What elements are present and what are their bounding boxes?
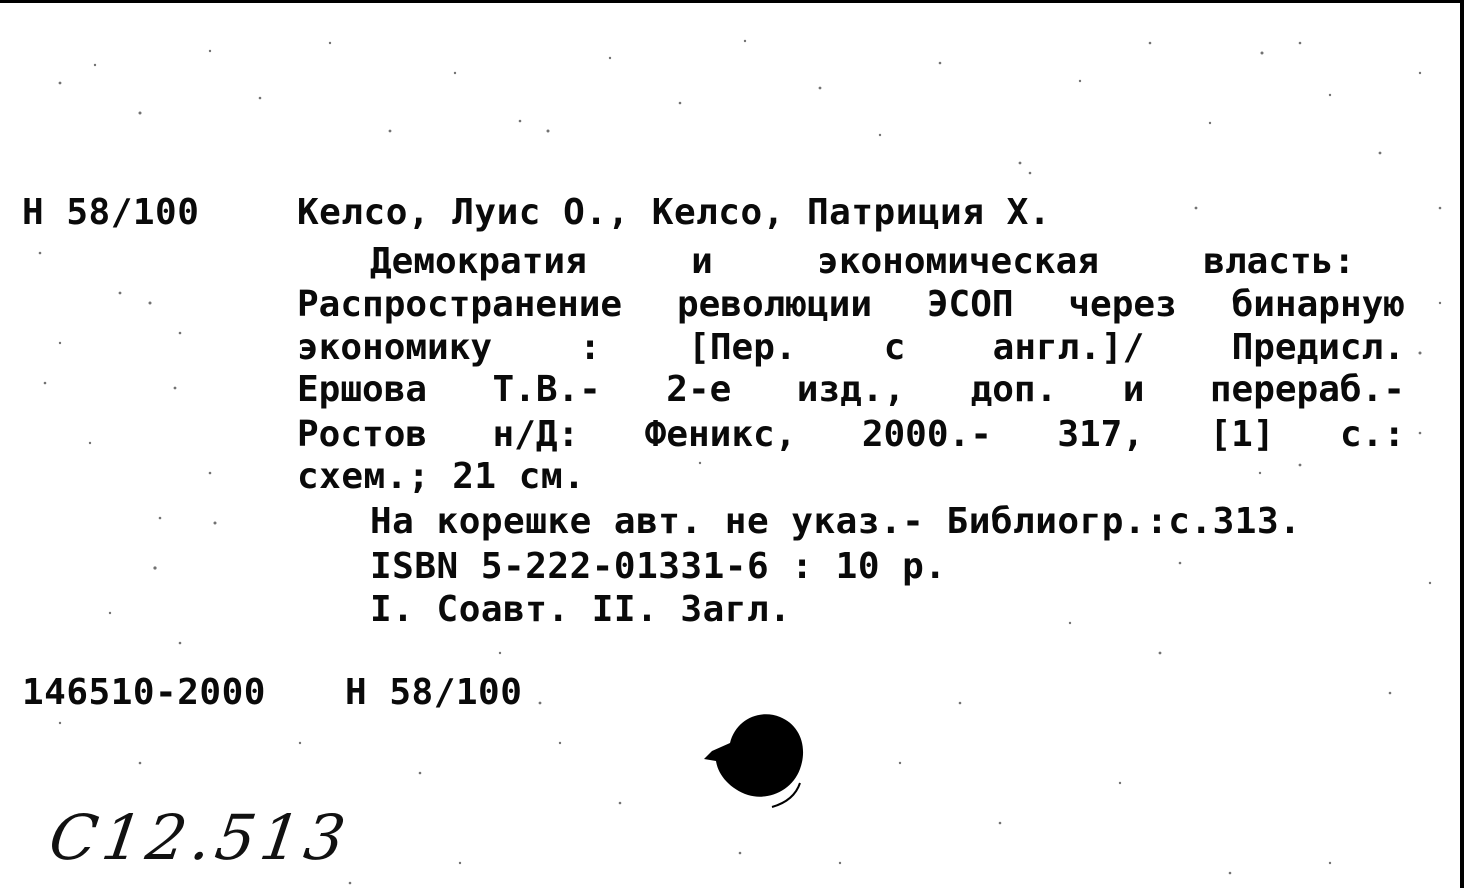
title-word: Распространение	[297, 284, 623, 325]
title-word: англ.]/	[992, 327, 1145, 368]
edition-word: перераб.-	[1209, 369, 1405, 410]
title-word: революции	[676, 284, 873, 325]
edition-line	[297, 368, 1405, 412]
title-word: :	[579, 327, 601, 368]
isbn-line: ISBN 5-222-01331-6 : 10 р.	[370, 546, 947, 587]
edition-word: Ершова	[297, 369, 428, 410]
edition-word: Т.В.-	[492, 369, 601, 410]
edition-word: и	[1122, 369, 1145, 410]
imprint-word: Ростов	[297, 414, 428, 455]
punch-hole-icon	[700, 703, 820, 813]
handwritten-call-number: С12.513	[44, 801, 355, 874]
accession-number: 146510-2000	[22, 672, 266, 713]
title-word: Предисл.	[1231, 327, 1405, 368]
title-word: экономическая	[817, 241, 1099, 282]
imprint-line	[297, 413, 1405, 457]
physical-description: схем.; 21 см.	[297, 456, 586, 497]
imprint-word: 2000.-	[861, 414, 992, 455]
title-word: Демократия	[370, 241, 587, 282]
imprint-word: [1]	[1209, 414, 1275, 455]
edition-word: доп.	[970, 369, 1058, 410]
title-word: ЭСОП	[926, 284, 1014, 325]
imprint-word: с.:	[1339, 414, 1405, 455]
title-word: экономику	[297, 327, 493, 368]
title-word: [Пер.	[688, 327, 797, 368]
bibliography-note: На корешке авт. не указ.- Библиогр.:с.313.	[370, 501, 1302, 542]
tracing-line: I. Соавт. II. Загл.	[370, 589, 792, 630]
imprint-word: 317,	[1057, 414, 1145, 455]
title-word: бинарную	[1231, 284, 1405, 325]
title-line-2	[297, 283, 1405, 327]
edition-word: 2-е	[666, 369, 732, 410]
imprint-word: Феникс,	[644, 414, 797, 455]
imprint-word: н/Д:	[492, 414, 580, 455]
title-word: власть:	[1203, 241, 1355, 282]
title-word: с	[883, 327, 906, 368]
edition-word: изд.,	[796, 369, 906, 410]
title-line-1	[370, 240, 1355, 284]
title-word: и	[691, 241, 713, 282]
title-line-3	[297, 326, 1405, 370]
title-word: через	[1068, 284, 1177, 325]
shelf-mark: Н 58/100	[22, 192, 200, 233]
shelf-mark-bottom: Н 58/100	[345, 672, 523, 713]
authors-heading: Келсо, Луис О., Келсо, Патриция Х.	[297, 192, 1051, 233]
